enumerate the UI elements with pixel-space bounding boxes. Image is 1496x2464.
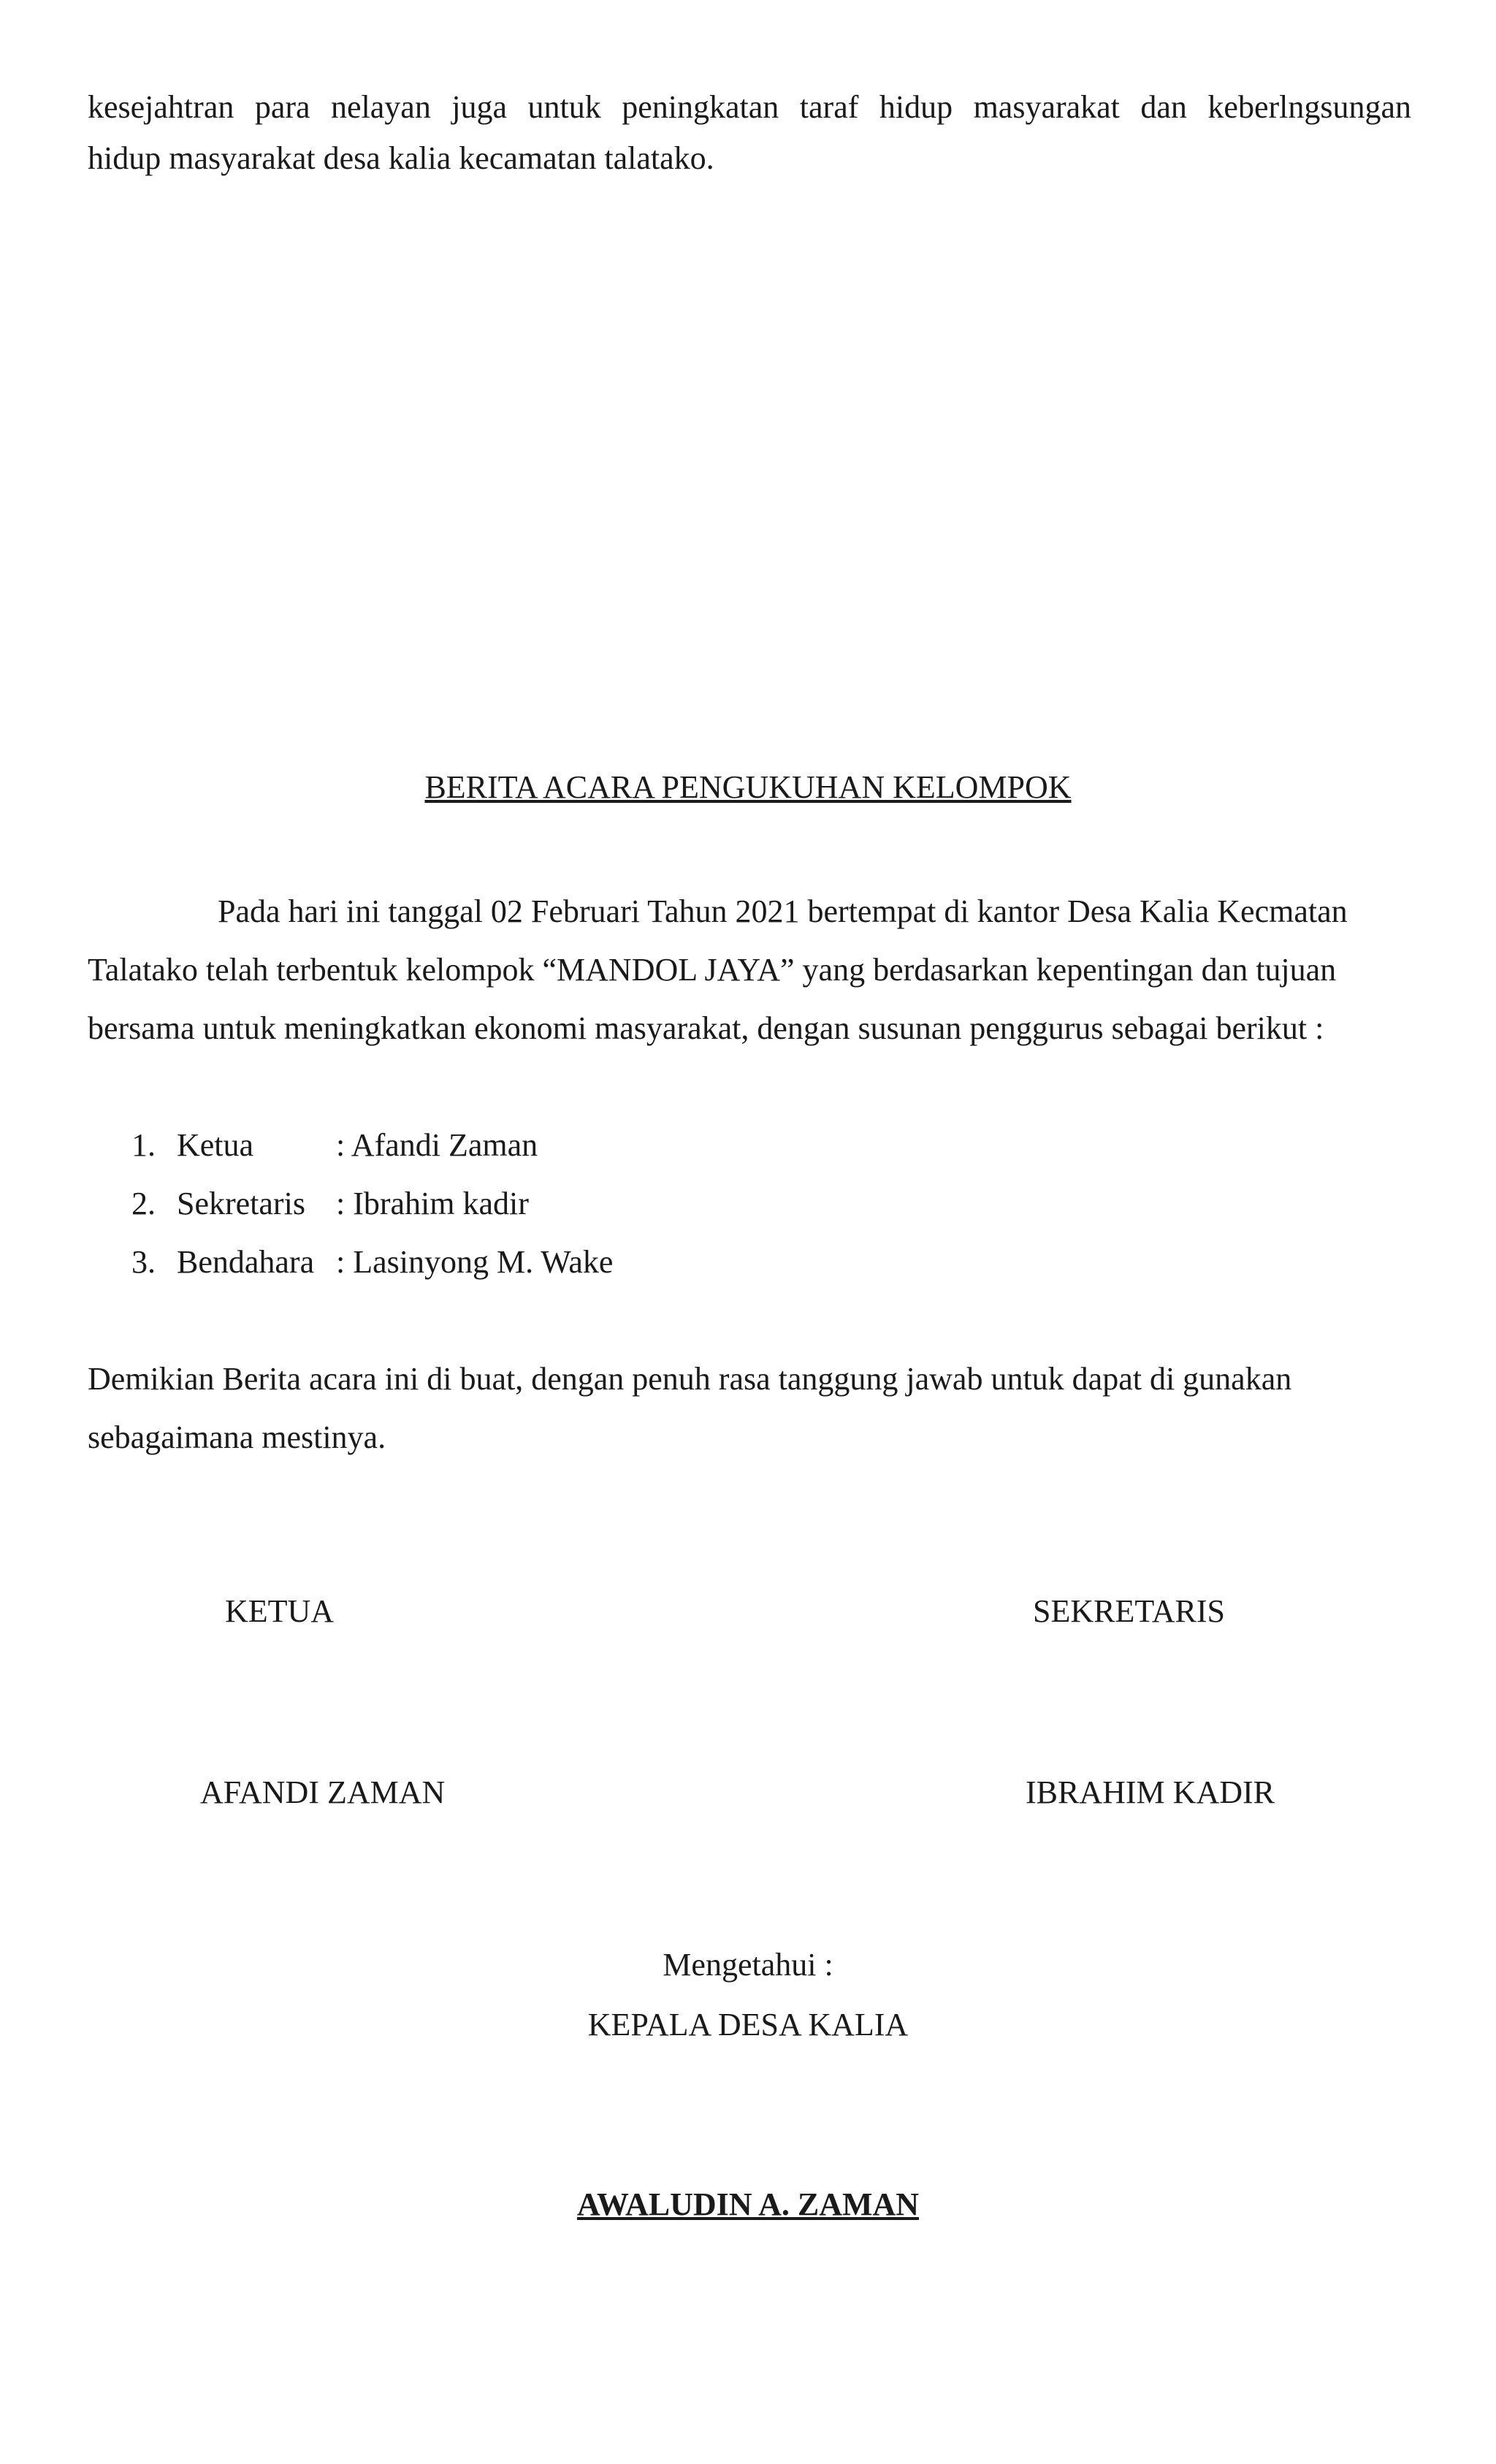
document-title: BERITA ACARA PENGUKUHAN KELOMPOK xyxy=(424,769,1072,805)
officer-role: Sekretaris xyxy=(177,1186,305,1221)
officer-name: : Afandi Zaman xyxy=(336,1127,538,1163)
closing-paragraph: Demikian Berita acara ini di buat, dengan penuh rasa tanggung jawab untuk dapat di gunakan sebagaimana mestinya. xyxy=(88,1361,1292,1455)
ketua-label: KETUA xyxy=(225,1593,335,1629)
officer-role: Ketua xyxy=(177,1127,254,1163)
list-number: 1. xyxy=(131,1127,156,1163)
list-item xyxy=(131,1175,613,1233)
intro-line-1: kesejahtran para nelayan juga untuk peningkatan taraf hidup masyarakat dan keberlngsungan xyxy=(88,89,1411,125)
officer-name: : Lasinyong M. Wake xyxy=(336,1244,614,1280)
officer-list xyxy=(131,1116,613,1292)
sekretaris-label: SEKRETARIS xyxy=(1033,1593,1225,1629)
list-item xyxy=(131,1233,613,1292)
list-number: 2. xyxy=(131,1186,156,1221)
sekretaris-name: IBRAHIM KADIR xyxy=(1026,1774,1275,1810)
body-paragraph xyxy=(88,882,1388,1058)
ketua-name: AFANDI ZAMAN xyxy=(200,1774,446,1810)
list-number: 3. xyxy=(131,1244,156,1280)
body-paragraph-text: Pada hari ini tanggal 02 Februari Tahun 2021 bertempat di kantor Desa Kalia Kecmatan Talatako telah terbentuk kelompok “MANDOL JAYA” yang berdasarkan kepentingan dan tujuan bersama untuk meningkatkan ekonomi masyarakat, dengan susunan penggurus sebagai berikut : xyxy=(88,893,1348,1046)
intro-line-2: hidup masyarakat desa kalia kecamatan talatako. xyxy=(88,140,714,176)
kepala-desa-title: KEPALA DESA KALIA xyxy=(587,2007,909,2042)
intro-paragraph xyxy=(88,82,1411,184)
officer-role: Bendahara xyxy=(177,1244,315,1280)
kepala-desa-name: AWALUDIN A. ZAMAN xyxy=(576,2186,920,2222)
mengetahui-label: Mengetahui : xyxy=(663,1947,833,1983)
officer-name: : Ibrahim kadir xyxy=(336,1186,529,1221)
list-item xyxy=(131,1116,613,1175)
